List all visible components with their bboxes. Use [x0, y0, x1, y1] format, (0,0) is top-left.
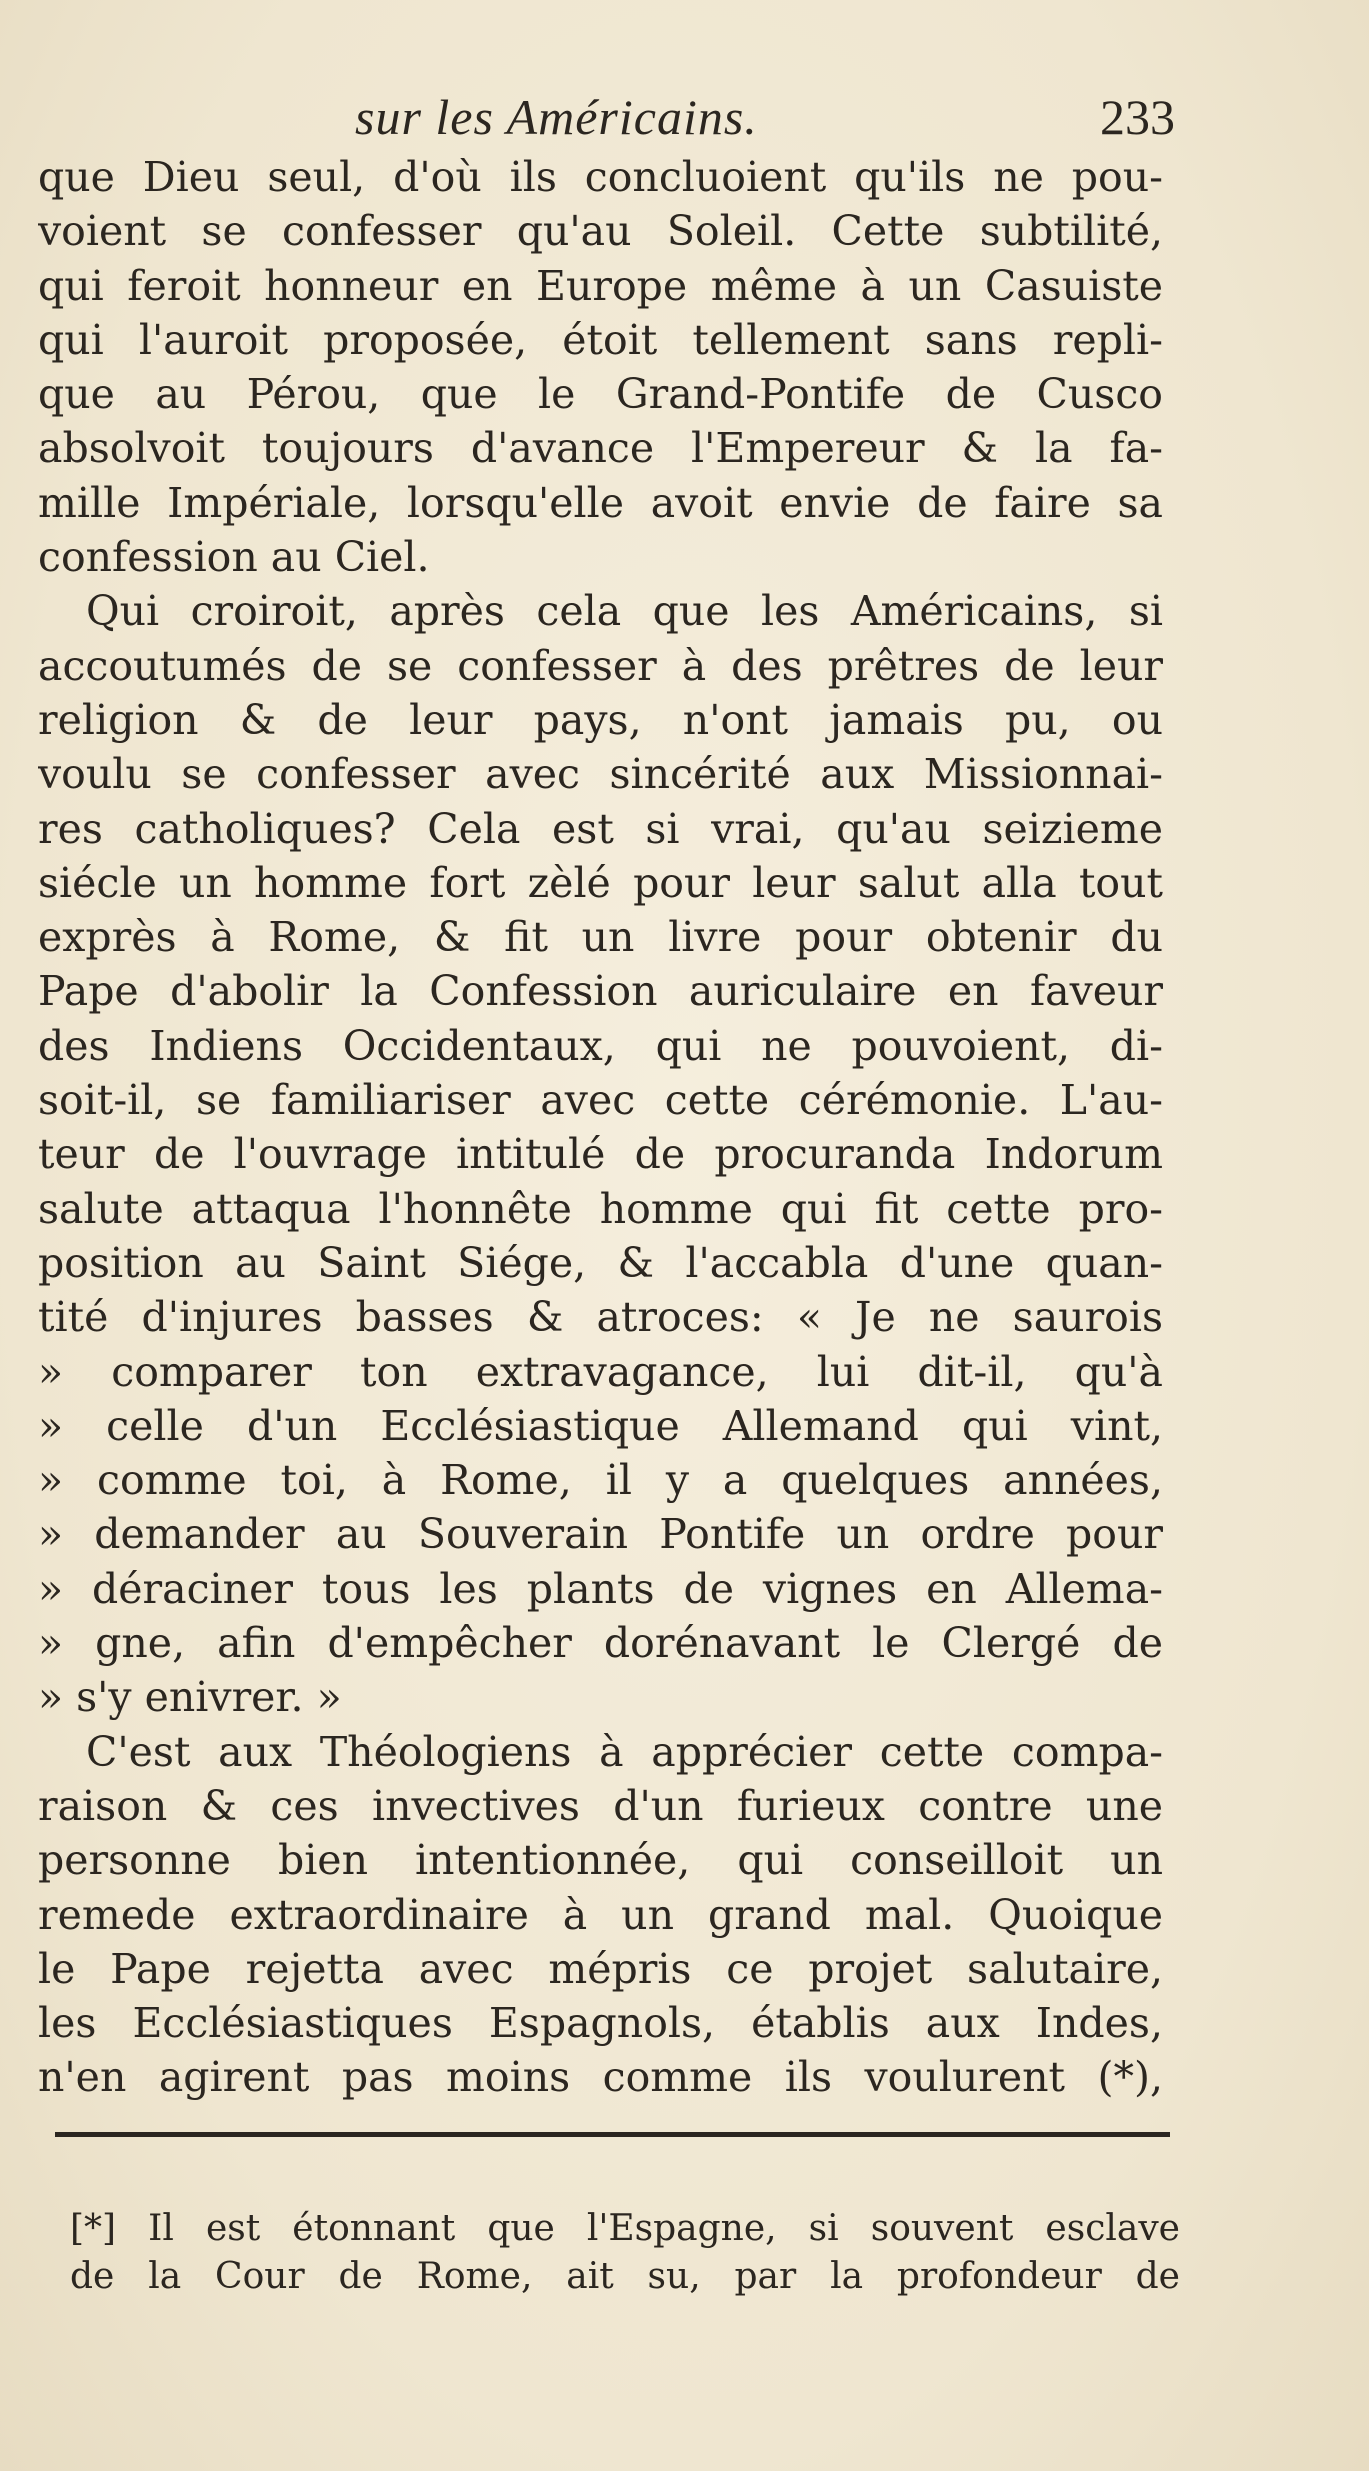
- text-line: raison & ces invectives d'un furieux contre une: [38, 1781, 1163, 1830]
- text-line: des Indiens Occidentaux, qui ne pouvoient, di-: [38, 1021, 1163, 1070]
- text-line: le Pape rejetta avec mépris ce projet salutaire,: [38, 1944, 1163, 1993]
- text-line: Qui croiroit, après cela que les Américains, si: [86, 587, 1163, 636]
- text-line: » déraciner tous les plants de vignes en Allema-: [38, 1564, 1163, 1613]
- running-title: sur les Américains.: [355, 89, 758, 145]
- body-text: [38, 150, 1163, 2105]
- text-line: siécle un homme fort zèlé pour leur salut alla tout: [38, 858, 1163, 907]
- text-line: qui feroit honneur en Europe même à un Casuiste: [38, 261, 1163, 310]
- text-line: exprès à Rome, & fit un livre pour obtenir du: [38, 913, 1163, 962]
- text-line: que Dieu seul, d'où ils concluoient qu'ils ne pou-: [38, 153, 1163, 201]
- text-line: que au Pérou, que le Grand-Pontife de Cusco: [38, 370, 1163, 419]
- text-line: voient se confesser qu'au Soleil. Cette subtilité,: [38, 207, 1163, 256]
- text-line: » comparer ton extravagance, lui dit-il, qu'à: [38, 1347, 1163, 1396]
- text-line: » s'y enivrer. »: [38, 1673, 342, 1722]
- text-line: n'en agirent pas moins comme ils voulurent (*),: [38, 2053, 1163, 2102]
- text-line: » gne, afin d'empêcher dorénavant le Clergé de: [38, 1619, 1163, 1668]
- text-line: mille Impériale, lorsqu'elle avoit envie de faire sa: [38, 478, 1163, 527]
- text-line: personne bien intentionnée, qui conseilloit un: [38, 1836, 1163, 1885]
- text-line: » demander au Souverain Pontife un ordre pour: [38, 1510, 1163, 1559]
- text-line: salute attaqua l'honnête homme qui fit cette pro-: [38, 1184, 1163, 1233]
- text-line: res catholiques? Cela est si vrai, qu'au seizieme: [38, 804, 1163, 853]
- footnote-line: de la Cour de Rome, ait su, par la profondeur de: [70, 2256, 1180, 2297]
- text-line: soit-il, se familiariser avec cette cérémonie. L'au-: [38, 1076, 1163, 1125]
- page-header: [355, 88, 1175, 148]
- text-line: position au Saint Siége, & l'accabla d'une quan-: [38, 1238, 1163, 1287]
- text-line: » comme toi, à Rome, il y a quelques années,: [38, 1456, 1163, 1505]
- text-line: qui l'auroit proposée, étoit tellement sans repli-: [38, 315, 1163, 364]
- footnote: [70, 2205, 1180, 2301]
- text-line: les Ecclésiastiques Espagnols, établis aux Indes,: [38, 1999, 1163, 2048]
- text-line: absolvoit toujours d'avance l'Empereur & la fa-: [38, 424, 1163, 473]
- text-line: religion & de leur pays, n'ont jamais pu, ou: [38, 695, 1163, 744]
- text-line: voulu se confesser avec sincérité aux Missionnai-: [38, 750, 1163, 799]
- text-line: tité d'injures basses & atroces: « Je ne saurois: [38, 1293, 1163, 1342]
- footnote-divider: [55, 2132, 1170, 2137]
- text-line: confession au Ciel.: [38, 533, 430, 582]
- text-line: C'est aux Théologiens à apprécier cette compa-: [86, 1727, 1163, 1776]
- footnote-line: [*] Il est étonnant que l'Espagne, si souvent esclave: [70, 2208, 1180, 2249]
- text-line: Pape d'abolir la Confession auriculaire en faveur: [38, 967, 1163, 1016]
- text-line: remede extraordinaire à un grand mal. Quoique: [38, 1890, 1163, 1939]
- text-line: » celle d'un Ecclésiastique Allemand qui vint,: [38, 1401, 1163, 1450]
- text-line: teur de l'ouvrage intitulé de procuranda Indorum: [38, 1130, 1163, 1179]
- text-line: accoutumés de se confesser à des prêtres de leur: [38, 641, 1163, 690]
- page-number: 233: [1100, 89, 1175, 145]
